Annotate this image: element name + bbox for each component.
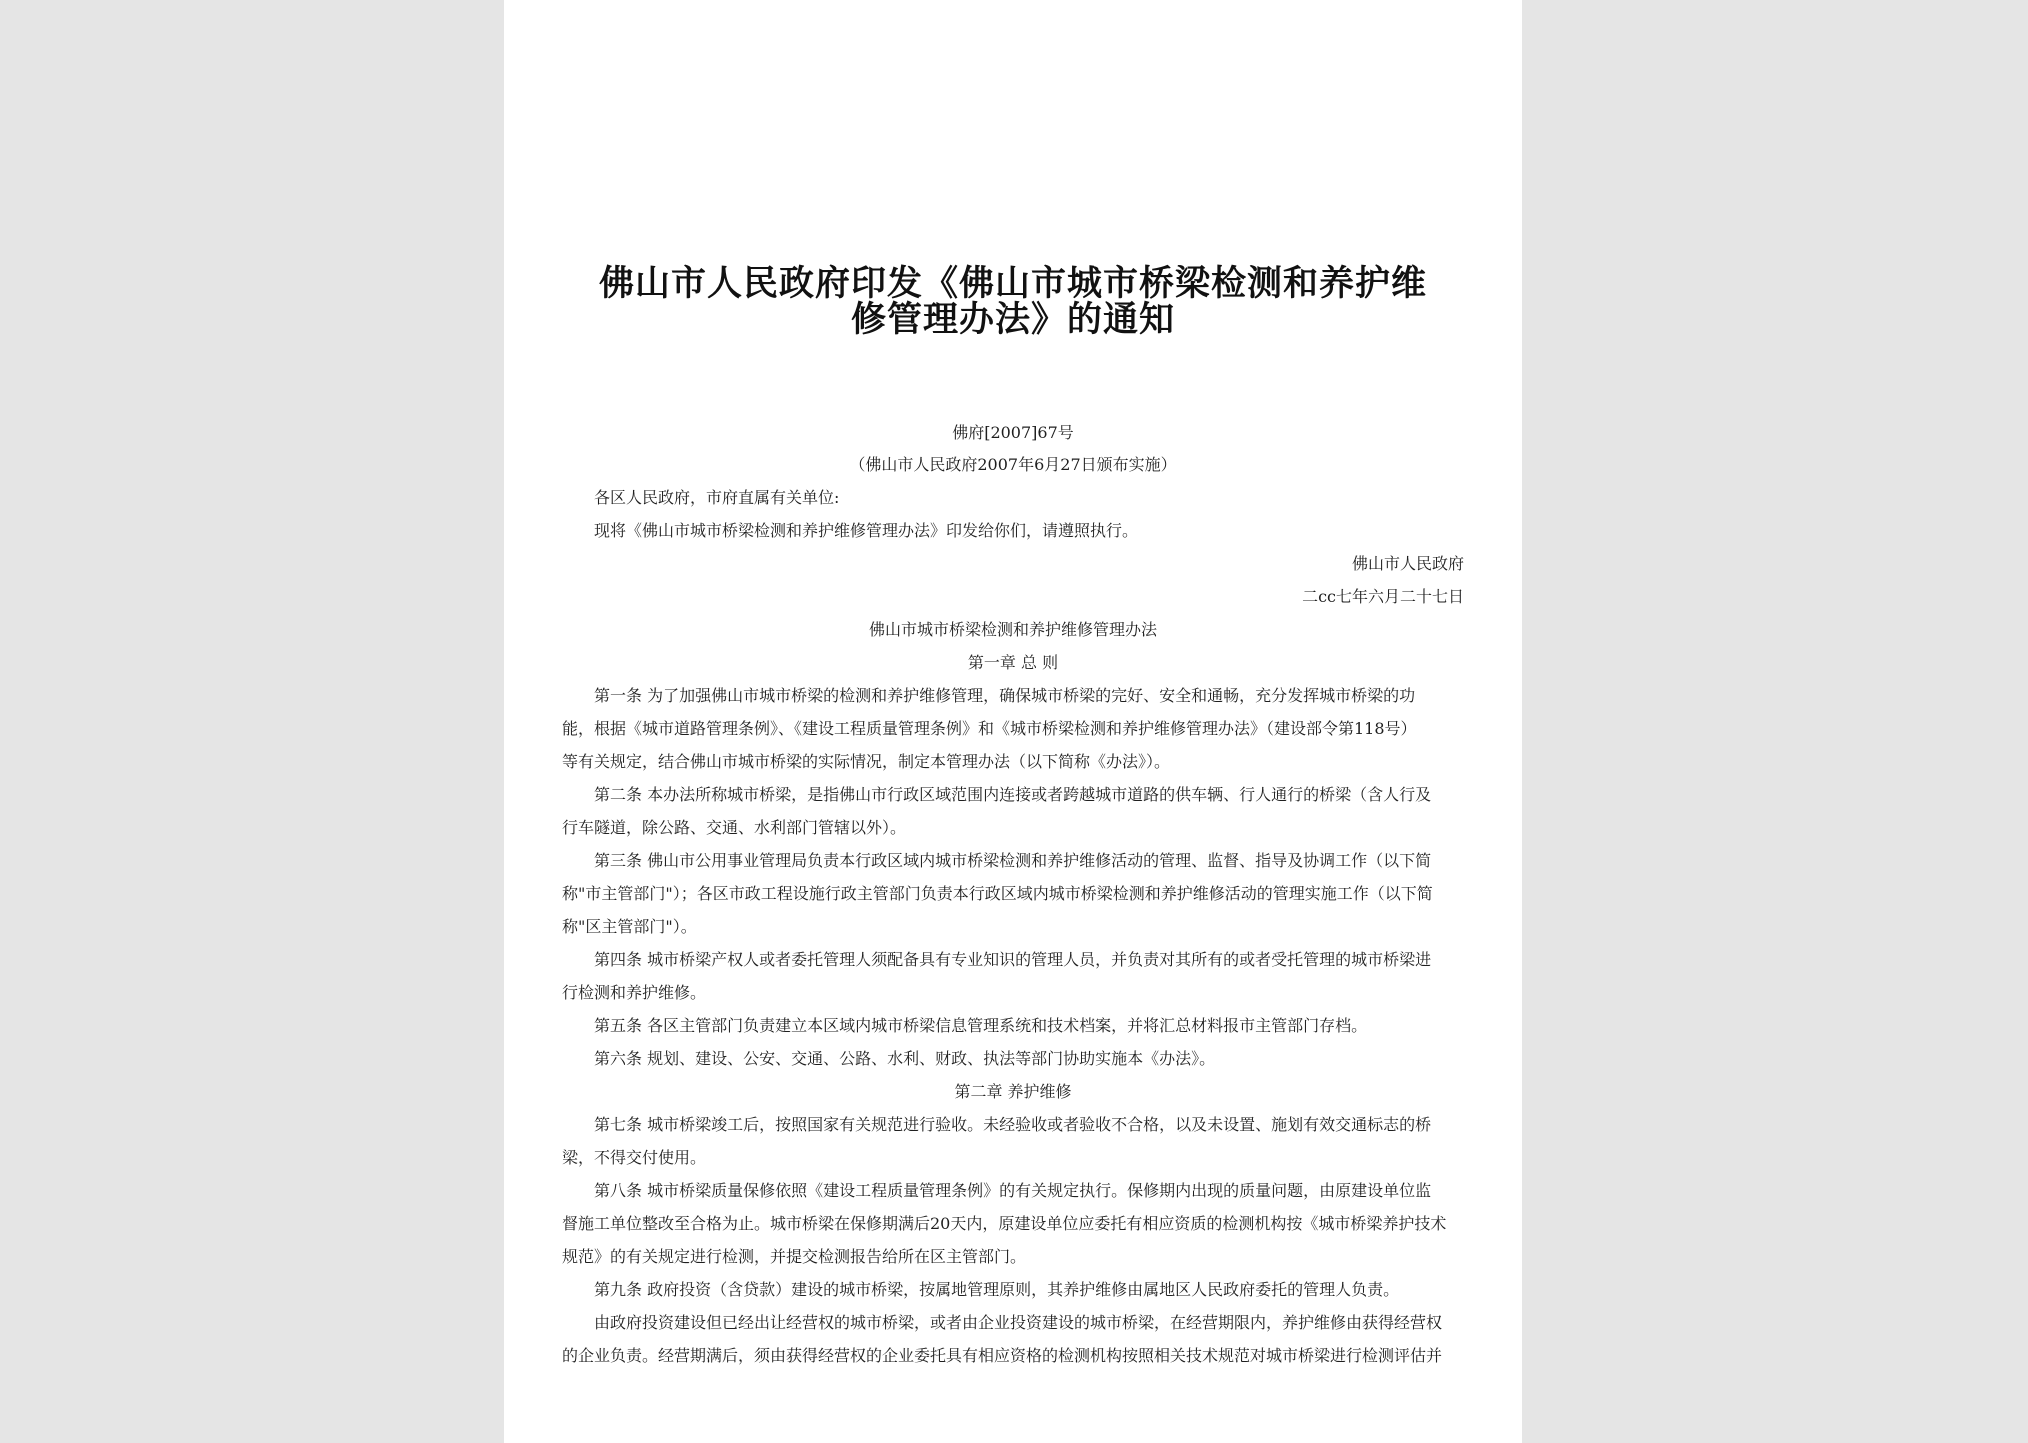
document-page	[504, 0, 1522, 1443]
body-line: 第二条 本办法所称城市桥梁，是指佛山市行政区域范围内连接或者跨越城市道路的供车辆、行人通行的桥梁（含人行及	[594, 785, 1432, 804]
body-line: 等有关规定，结合佛山市城市桥梁的实际情况，制定本管理办法（以下简称《办法》）。	[562, 752, 1171, 771]
chapter-heading-2: 第二章 养护维修	[954, 1082, 1072, 1101]
measures-title: 佛山市城市桥梁检测和养护维修管理办法	[868, 620, 1157, 639]
body-line: 第八条 城市桥梁质量保修依照《建设工程质量管理条例》的有关规定执行。保修期内出现的质量问题，由原建设单位监	[594, 1181, 1432, 1200]
body-line: 第四条 城市桥梁产权人或者委托管理人须配备具有专业知识的管理人员，并负责对其所有的或者受托管理的城市桥梁进	[594, 950, 1432, 969]
body-line: 规范》的有关规定进行检测，并提交检测报告给所在区主管部门。	[562, 1247, 1027, 1266]
body-line: 称"市主管部门"）；各区市政工程设施行政主管部门负责本行政区域内城市桥梁检测和养护维修活动的管理实施工作（以下简	[562, 884, 1433, 903]
signature-org: 佛山市人民政府	[1351, 554, 1464, 573]
body-line: 能，根据《城市道路管理条例》、《建设工程质量管理条例》和《城市桥梁检测和养护维修管理办法》（建设部令第118号）	[562, 719, 1417, 738]
body-line: 第六条 规划、建设、公安、交通、公路、水利、财政、执法等部门协助实施本《办法》。	[594, 1049, 1216, 1068]
document-title-line-1: 佛山市人民政府印发《佛山市城市桥梁检测和养护维	[598, 263, 1427, 304]
body-line: 由政府投资建设但已经出让经营权的城市桥梁，或者由企业投资建设的城市桥梁，在经营期限内，养护维修由获得经营权	[594, 1313, 1443, 1332]
body-line: 第五条 各区主管部门负责建立本区域内城市桥梁信息管理系统和技术档案，并将汇总材料报市主管部门存档。	[594, 1016, 1368, 1035]
body-line: 梁，不得交付使用。	[562, 1148, 707, 1167]
body-line: 第七条 城市桥梁竣工后，按照国家有关规范进行验收。未经验收或者验收不合格，以及未设置、施划有效交通标志的桥	[594, 1115, 1432, 1134]
document-title-line-2: 修管理办法》的通知	[850, 299, 1175, 340]
addressee: 各区人民政府，市府直属有关单位:	[594, 488, 840, 507]
intro-paragraph: 现将《佛山市城市桥梁检测和养护维修管理办法》印发给你们，请遵照执行。	[594, 521, 1139, 540]
signature-date: 二cc七年六月二十七日	[1302, 587, 1464, 606]
chapter-heading-1: 第一章 总 则	[967, 653, 1059, 672]
body-line: 第三条 佛山市公用事业管理局负责本行政区域内城市桥梁检测和养护维修活动的管理、监督、指导及协调工作（以下简	[594, 851, 1432, 870]
document-number: 佛府[2007]67号	[952, 423, 1074, 442]
body-line: 第一条 为了加强佛山市城市桥梁的检测和养护维修管理，确保城市桥梁的完好、安全和通畅，充分发挥城市桥梁的功	[594, 686, 1416, 705]
body-line: 称"区主管部门"）。	[562, 917, 697, 936]
body-line: 第九条 政府投资（含贷款）建设的城市桥梁，按属地管理原则，其养护维修由属地区人民政府委托的管理人负责。	[594, 1280, 1400, 1299]
body-line: 行检测和养护维修。	[562, 983, 707, 1002]
issue-note: （佛山市人民政府2007年6月27日颁布实施）	[849, 455, 1177, 474]
body-line: 督施工单位整改至合格为止。城市桥梁在保修期满后20天内，原建设单位应委托有相应资质的检测机构按《城市桥梁养护技术	[562, 1214, 1447, 1233]
body-line: 的企业负责。经营期满后，须由获得经营权的企业委托具有相应资格的检测机构按照相关技术规范对城市桥梁进行检测评估并	[562, 1346, 1443, 1365]
body-line: 行车隧道，除公路、交通、水利部门管辖以外）。	[562, 818, 907, 837]
